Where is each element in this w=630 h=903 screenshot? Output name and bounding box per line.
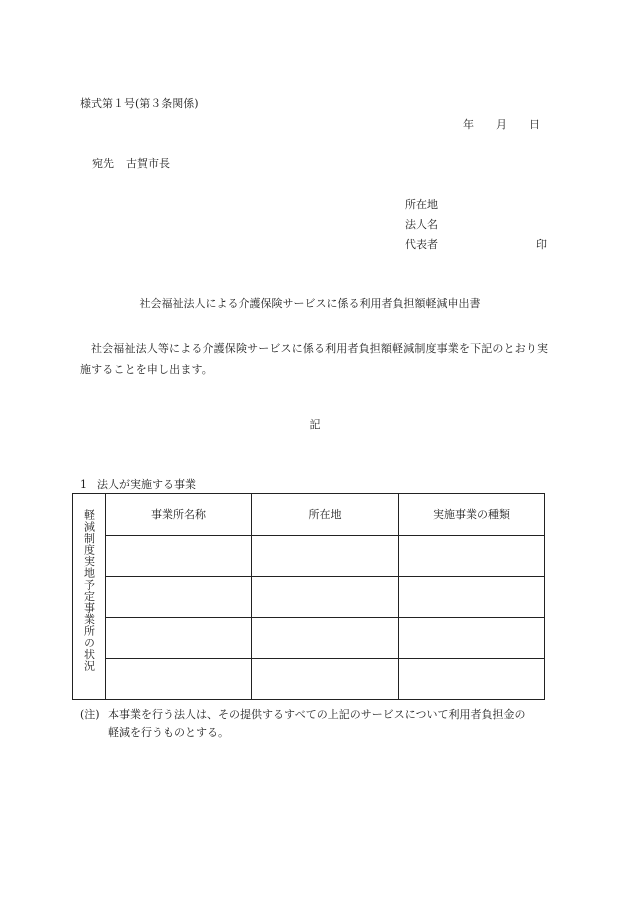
table-cell[interactable] xyxy=(106,618,252,659)
addressee-label: 宛先 xyxy=(92,157,114,170)
table-row xyxy=(73,659,545,700)
table-row-header xyxy=(73,494,106,700)
form-number: 様式第１号(第３条関係) xyxy=(80,97,199,110)
date-line xyxy=(463,119,540,130)
table-row xyxy=(73,618,545,659)
applicant-address-label: 所在地 xyxy=(405,198,438,211)
column-header-address: 所在地 xyxy=(252,494,399,536)
ki-heading: 記 xyxy=(309,418,321,431)
document-title-text: 社会福祉法人による介護保険サービスに係る利用者負担額軽減申出書 xyxy=(139,297,481,310)
section-number: 1 xyxy=(80,478,87,491)
table-row-header-text: 軽減制度実地予定事業所の状況 xyxy=(82,509,96,672)
note-line-2: 軽減を行うものとする。 xyxy=(108,726,229,739)
note-prefix: (注) xyxy=(80,708,100,721)
table-cell[interactable] xyxy=(252,577,399,618)
section-heading xyxy=(80,479,196,490)
note-line-1: 本事業を行う法人は、その提供するすべての上記のサービスについて利用者負担金の xyxy=(108,708,526,721)
addressee xyxy=(92,158,170,169)
seal-mark: 印 xyxy=(536,238,547,251)
column-header-facility-name: 事業所名称 xyxy=(106,494,252,536)
date-month-label: 月 xyxy=(496,118,507,131)
table-row xyxy=(73,536,545,577)
date-day-label: 日 xyxy=(529,118,540,131)
table-cell[interactable] xyxy=(399,536,545,577)
table-cell[interactable] xyxy=(252,618,399,659)
table-header-row xyxy=(73,494,545,536)
table-row xyxy=(73,577,545,618)
table-cell[interactable] xyxy=(106,577,252,618)
table-cell[interactable] xyxy=(252,536,399,577)
body-text: 社会福祉法人等による介護保険サービスに係る利用者負担額軽減制度事業を下記のとおり実施することを申し出ます。 xyxy=(80,342,549,376)
table-cell[interactable] xyxy=(252,659,399,700)
facility-table xyxy=(72,493,545,700)
applicant-representative-label: 代表者 xyxy=(405,238,438,251)
document-title xyxy=(0,298,630,309)
table-cell[interactable] xyxy=(399,659,545,700)
table-cell[interactable] xyxy=(399,577,545,618)
table-cell[interactable] xyxy=(106,536,252,577)
table-cell[interactable] xyxy=(106,659,252,700)
section-title: 法人が実施する事業 xyxy=(97,478,196,491)
table-cell[interactable] xyxy=(399,618,545,659)
date-year-label: 年 xyxy=(463,118,474,131)
column-header-service-type: 実施事業の種類 xyxy=(399,494,545,536)
addressee-name: 古賀市長 xyxy=(126,157,170,170)
applicant-corporation-label: 法人名 xyxy=(405,218,438,231)
